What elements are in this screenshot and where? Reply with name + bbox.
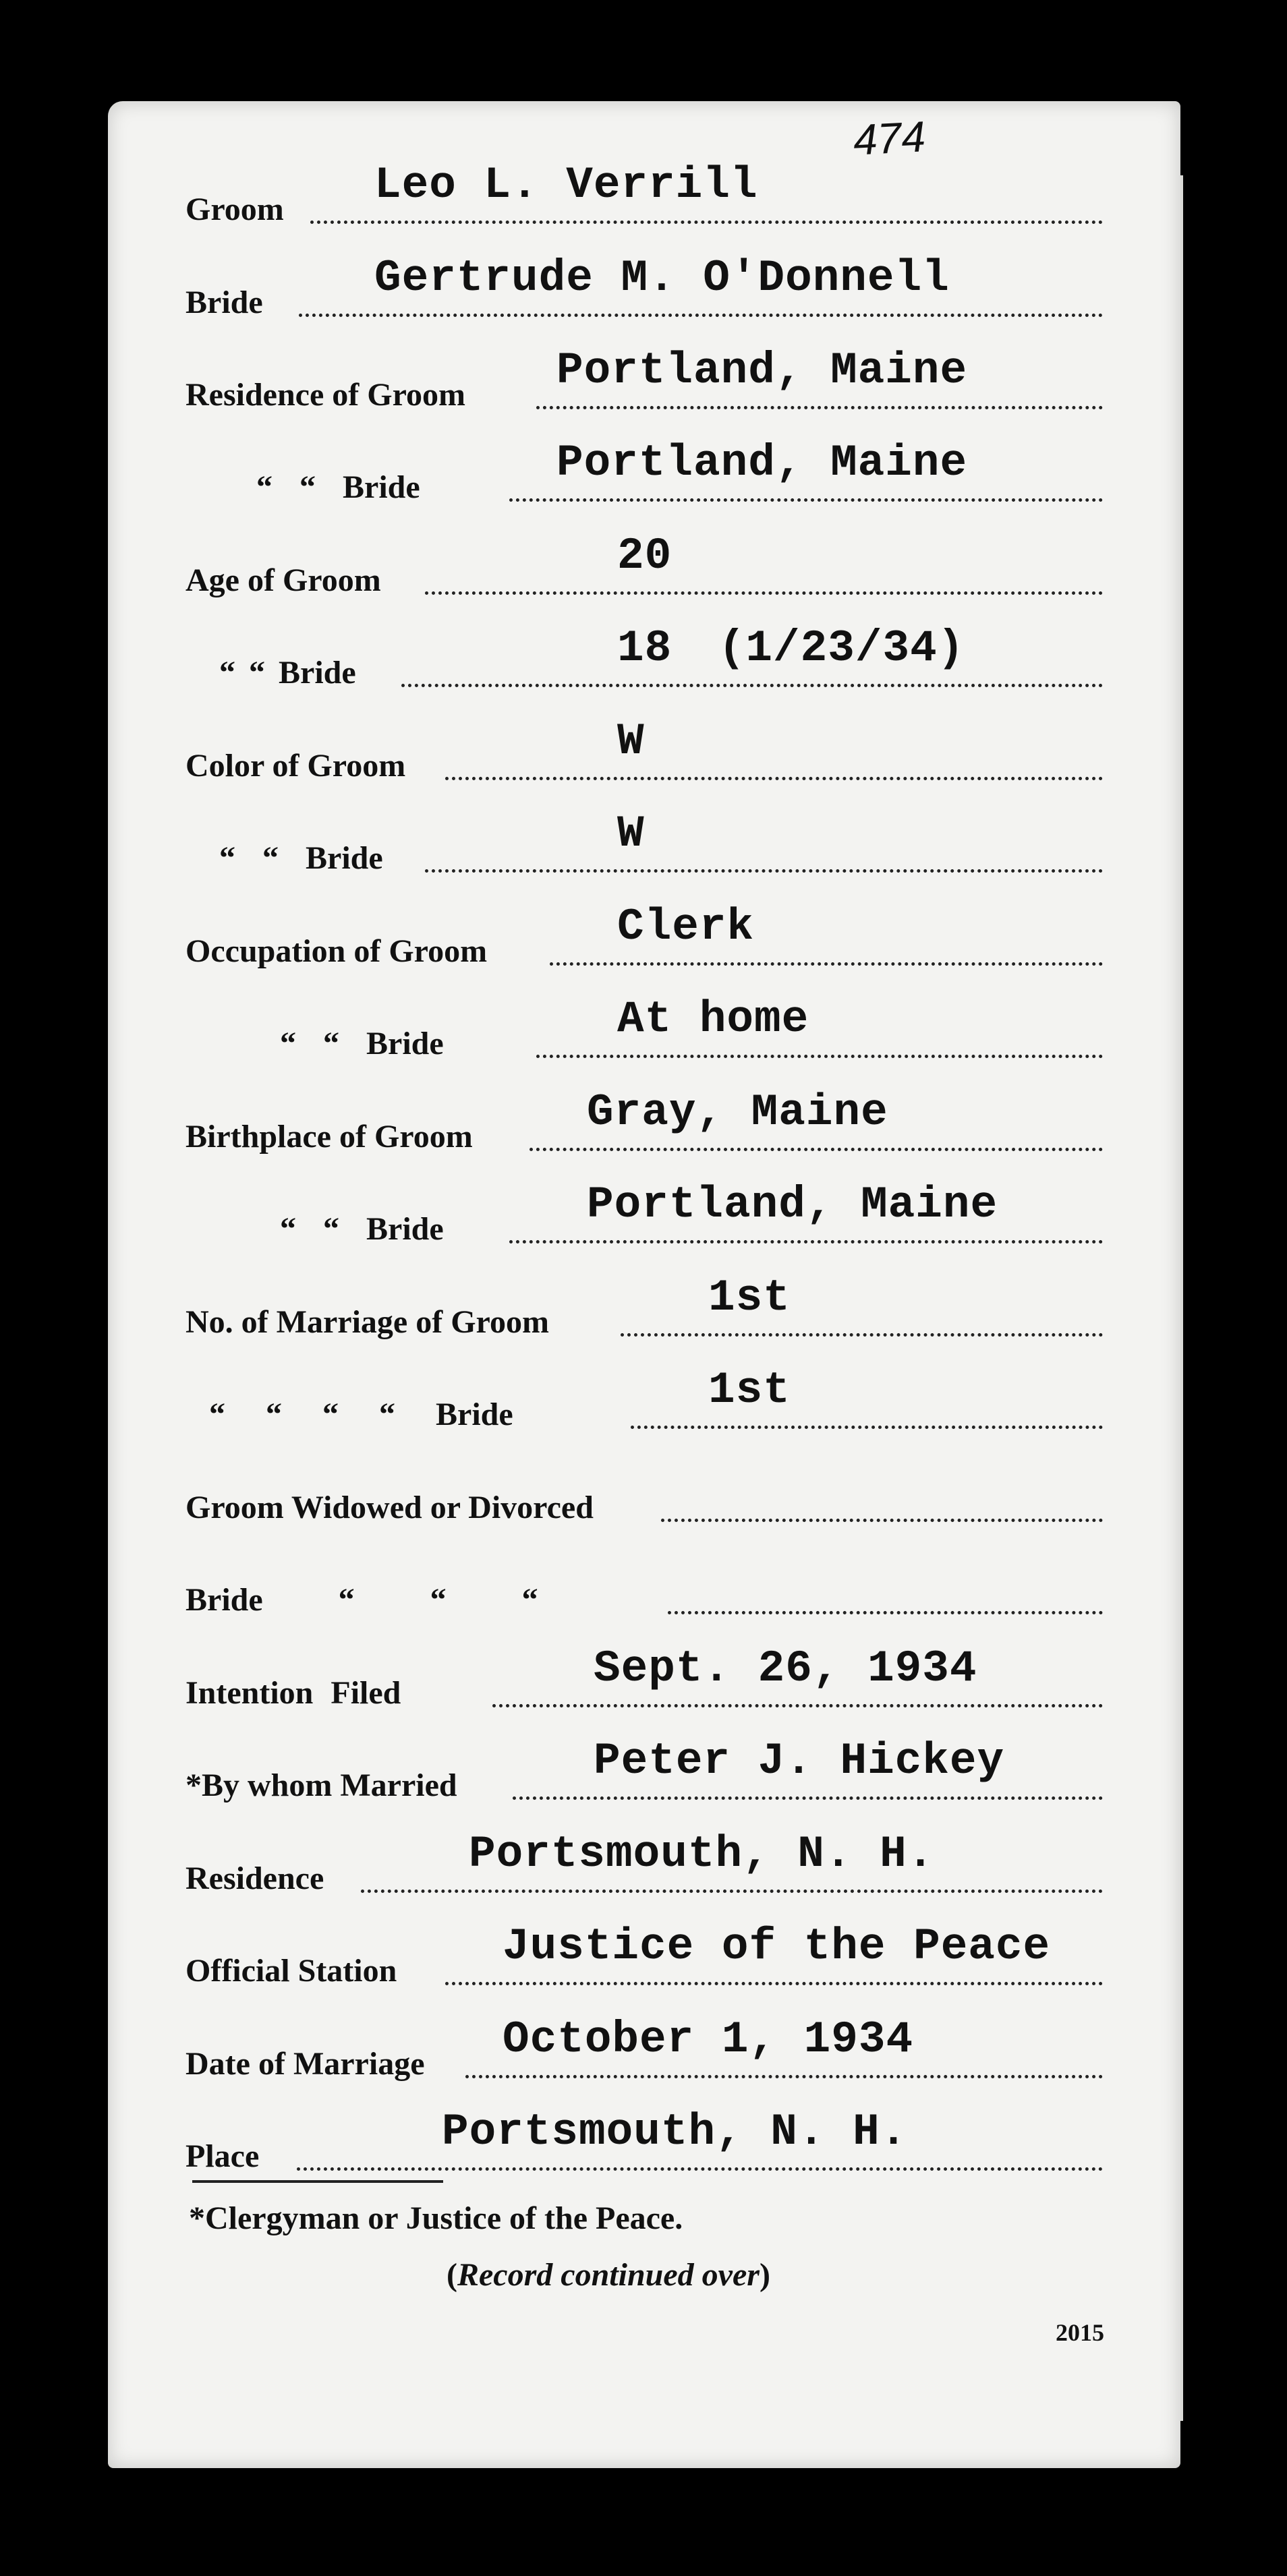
field-value: Gray, Maine [587,1087,888,1138]
field-dotted-line [621,1333,1103,1337]
field-label: Residence [185,1861,324,1896]
field-dotted-line [631,1426,1103,1429]
field-value: Portsmouth, N. H. [442,2107,908,2157]
record-continued-note [447,2256,770,2293]
field-label: “ “ Bride [256,469,420,505]
field-label: Residence of Groom [185,377,466,413]
field-value: Gertrude M. O'Donnell [374,253,950,303]
field-row-birthplace-bride [185,1175,1103,1256]
field-value: Portland, Maine [556,438,968,488]
field-dotted-line [530,1148,1103,1151]
field-dotted-line [492,1704,1103,1707]
field-row-age-groom [185,526,1103,607]
field-value: October 1, 1934 [503,2014,914,2065]
field-row-residence-bride [185,433,1103,514]
field-value: Sept. 26, 1934 [594,1643,977,1694]
field-label: *By whom Married [185,1767,457,1803]
field-dotted-line [465,2075,1103,2078]
field-value: Portsmouth, N. H. [469,1829,935,1879]
field-row-marriage-number-bride [185,1360,1103,1441]
field-dotted-line [513,1796,1103,1800]
field-row-bride [185,248,1103,329]
field-dotted-line [445,1982,1103,1985]
field-value: 18 (1/23/34) [617,623,965,674]
field-value: Justice of the Peace [503,1921,1051,1972]
form-number: 2015 [1056,2319,1104,2346]
continued-text: Record continued over [457,2257,760,2293]
footnote-rule [192,2180,443,2183]
footnote: *Clergyman or Justice of the Peace. [189,2200,683,2236]
field-dotted-line [509,498,1103,502]
field-label: Groom Widowed or Divorced [185,1490,594,1525]
continued-close-paren: ) [759,2257,770,2293]
field-label: Intention Filed [185,1675,401,1711]
field-value: W [617,716,645,767]
field-dotted-line [361,1890,1103,1893]
field-label: Color of Groom [185,748,406,784]
field-row-marriage-number-groom [185,1268,1103,1349]
field-label: Groom [185,192,284,227]
field-row-intention-filed [185,1639,1103,1720]
record-number: 474 [852,112,927,165]
field-value: Leo L. Verrill [374,160,758,210]
field-dotted-line [661,1519,1103,1522]
field-row-place [185,2102,1103,2183]
field-row-color-bride [185,804,1103,885]
field-label: Occupation of Groom [185,933,488,969]
field-label: “ “ Bride [219,840,383,876]
field-value: Peter J. Hickey [594,1736,1005,1786]
field-value: W [617,809,645,859]
field-dotted-line [445,777,1103,780]
field-value: 20 [617,531,673,581]
field-value: 1st [708,1365,791,1415]
field-label: Date of Marriage [185,2046,425,2082]
field-row-age-bride [185,618,1103,699]
field-row-birthplace-groom [185,1082,1103,1163]
field-label: “ “ Bride [219,655,356,691]
field-label: “ “ Bride [280,1026,444,1061]
field-dotted-line [299,314,1103,317]
field-row-occupation-bride [185,989,1103,1070]
field-label: Age of Groom [185,562,381,598]
field-value: At home [617,994,809,1045]
field-value: Portland, Maine [556,345,968,396]
field-row-occupation-groom [185,897,1103,978]
field-dotted-line [310,221,1103,224]
field-dotted-line [425,869,1103,873]
field-row-by-whom-married [185,1731,1103,1812]
continued-open-paren: ( [447,2257,457,2293]
field-row-date-of-marriage [185,2010,1103,2090]
field-dotted-line [668,1611,1103,1614]
field-label: Bride [185,285,263,320]
field-value: Portland, Maine [587,1179,998,1230]
field-label: Place [185,2138,260,2174]
field-label: “ “ Bride [280,1211,444,1247]
field-label: No. of Marriage of Groom [185,1304,549,1340]
field-row-groom-widowed-divorced [185,1453,1103,1534]
field-label: Official Station [185,1953,397,1989]
field-dotted-line [297,2167,1103,2171]
field-dotted-line [425,591,1103,595]
field-row-official-station [185,1916,1103,1997]
field-label: Bride “ “ “ [185,1582,538,1618]
field-dotted-line [509,1240,1103,1243]
field-row-color-groom [185,711,1103,792]
field-value: 1st [708,1272,791,1323]
field-value: Clerk [617,902,755,952]
field-row-officiant-residence [185,1824,1103,1905]
field-dotted-line [536,406,1103,409]
field-label: Birthplace of Groom [185,1119,473,1154]
field-dotted-line [401,684,1103,687]
field-dotted-line [536,1055,1103,1058]
field-dotted-line [550,962,1103,966]
field-label: “ “ “ “ Bride [209,1397,513,1432]
field-row-groom [185,155,1103,236]
field-row-bride-widowed-divorced [185,1546,1103,1627]
field-row-residence-groom [185,341,1103,421]
